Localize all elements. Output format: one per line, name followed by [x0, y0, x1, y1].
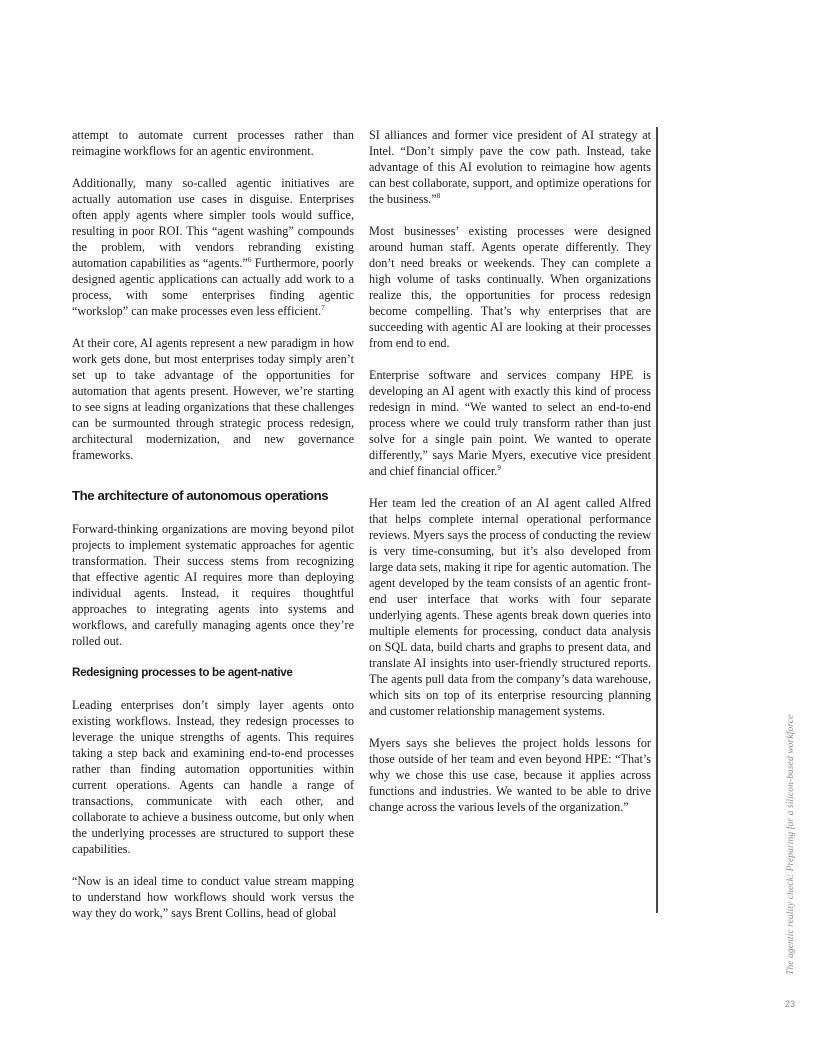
- paragraph: [72, 175, 354, 319]
- section-heading: The architecture of autonomous operations: [72, 488, 329, 503]
- footnote-ref: 8: [436, 191, 441, 200]
- subsection-heading: Redesigning processes to be agent-native: [72, 666, 293, 679]
- paragraph: At their core, AI agents represent a new paradigm in how work gets done, but most enterprises today simply aren’t set up to take advantage of the opportunities for automation that agents present. However, we’re starting to see signs at leading organizations that these challenges can be surmounted through strategic process redesign, architectural modernization, and new governance frameworks.: [72, 336, 354, 462]
- paragraph: “Now is an ideal time to conduct value stream mapping to understand how workflows should work versus the way they do work,” says Brent Collins, head of global: [72, 874, 354, 920]
- paragraph: Her team led the creation of an AI agent called Alfred that helps complete internal operational performance reviews. Myers says the process of conducting the review is very time-consuming, but it’s also developed from large data sets, making it ripe for agentic automation. The agent developed by the team consists of an agentic front-end user interface that works with four separate underlying agents. These agents break down queries into multiple elements for processing, conduct data analysis on SQL data, build charts and graphs to present data, and translate AI insights into user-friendly structured reports. The agents pull data from the company’s data warehouse, which sits on top of its enterprise resourcing planning and customer relationship management systems.: [369, 496, 651, 718]
- paragraph: Leading enterprises don’t simply layer agents onto existing workflows. Instead, they redesign processes to leverage the unique strengths of agents. This requires taking a step back and examining end-to-end processes rather than finding automation opportunities within current operations. Agents can handle a range of transactions, communicate with each other, and collaborate to achieve a business outcome, but only when the underlying processes are structured to support these capabilities.: [72, 698, 354, 856]
- paragraph: Myers says she believes the project holds lessons for those outside of her team and even beyond HPE: “That’s why we chose this use case, because it applies across functions and industries. We wanted to be able to drive change across the various levels of the organization.”: [369, 736, 651, 814]
- column-divider: [656, 127, 658, 913]
- paragraph: Forward-thinking organizations are moving beyond pilot projects to implement systematic approaches for agentic transformation. Their success stems from recognizing that effective agentic AI requires more than deploying individual agents. Instead, it requires thoughtful approaches to integrating agents into systems and workflows, and carefully managing agents once they’re rolled out.: [72, 522, 354, 648]
- paragraph-text: Additionally, many so-called agentic initiatives are actually automation use cases in disguise. Enterprises often apply agents where simpler tools would suffice, resulting in poor ROI. This “agent washing” compounds the problem, with vendors rebranding existing automation capabilities as “agents.”: [72, 176, 354, 270]
- right-column: [369, 127, 651, 831]
- paragraph-text: Furthermore, poorly designed agentic applications can actually add work to a process, with some enterprises finding agentic “workslop” can make processes even less efficient.: [72, 256, 355, 318]
- footnote-ref: 9: [497, 463, 501, 472]
- footnote-ref: 7: [321, 303, 325, 312]
- paragraph: [369, 367, 651, 479]
- paragraph: Most businesses’ existing processes were designed around human staff. Agents operate differently. They don’t need breaks or weekends. They can complete a high volume of tasks continually. When organizations realize this, the opportunities for process redesign become compelling. That’s why enterprises that are succeeding with agentic AI are looking at their processes from end to end.: [369, 224, 651, 350]
- paragraph: attempt to automate current processes rather than reimagine workflows for an agentic environment.: [72, 128, 354, 158]
- running-title: The agentic reality check: Preparing for a silicon-based workforce: [786, 714, 796, 975]
- page-number: 23: [784, 999, 795, 1009]
- paragraph: [369, 127, 651, 207]
- paragraph-text: SI alliances and former vice president of AI strategy at Intel. “Don’t simply pave the cow path. Instead, take advantage of this AI evolution to reimagine how agents can best collaborate, support, and optimize operations for the business.”: [369, 128, 651, 206]
- left-column: [72, 127, 354, 937]
- footnote-ref: 6: [247, 255, 252, 264]
- paragraph-text: Enterprise software and services company HPE is developing an AI agent with exactly this kind of process redesign in mind. “We wanted to select an end-to-end process where we could truly transform rather than just solve for a single pain point. We wanted to operate differently,” says Marie Myers, executive vice president and chief financial officer.: [369, 368, 651, 478]
